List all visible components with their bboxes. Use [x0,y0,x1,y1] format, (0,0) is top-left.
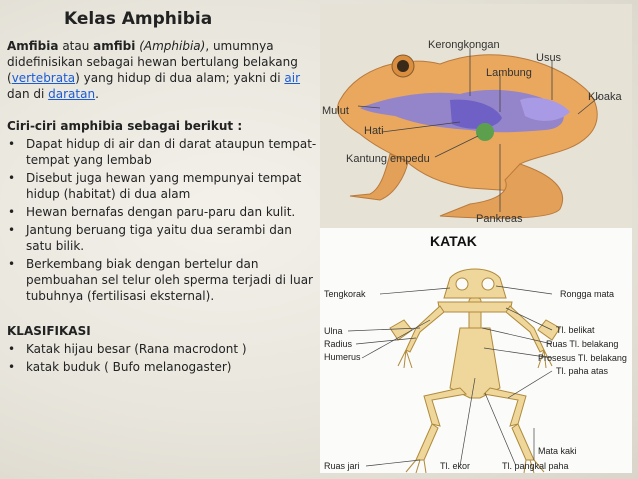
ciri-item: • Hewan bernafas dengan paru-paru dan kulit. [7,204,319,220]
intro-text: . [95,87,99,101]
label-lambung: Lambung [486,67,532,79]
frog-anatomy-svg [320,4,632,228]
klasifikasi-list [7,341,319,375]
label-kloaka: Kloaka [588,91,622,103]
label-mata-kaki: Mata kaki [538,446,577,456]
label-mulut: Mulut [322,105,349,117]
link-air[interactable]: air [284,71,301,85]
intro-text: dan di [7,87,49,101]
label-hati: Hati [364,125,384,137]
term-amfibia: Amfibia [7,39,59,53]
label-kantung-empedu: Kantung empedu [346,153,430,165]
text-column [7,38,319,375]
label-prosesus: Prosesus Tl. belakang [538,353,627,363]
intro-text: , umumnya didefinisikan sebagai hewan bertulang belakang ( [7,39,298,85]
ciri-item: • Jantung beruang tiga yaitu dua serambi dan satu bilik. [7,222,319,254]
frog-anatomy-illustration [320,4,632,228]
label-ruas-jari: Ruas jari [324,461,360,471]
intro-paragraph [7,38,319,102]
ciri-list [7,136,319,304]
frog-skeleton-svg [320,228,632,473]
label-humerus: Humerus [324,352,361,362]
label-ruas-tl-belakang: Ruas Tl. belakang [546,339,619,349]
label-tl-paha-atas: Tl. paha atas [556,366,609,376]
term-amphibia: (Amphibia) [139,39,206,53]
label-radius: Radius [324,339,353,349]
label-tl-pangkal-paha: Tl. pangkal paha [502,461,569,471]
link-vertebrata[interactable]: vertebrata [11,71,76,85]
frog-skeleton-illustration [320,228,632,473]
label-usus: Usus [536,52,562,64]
klasifikasi-heading: KLASIFIKASI [7,324,91,338]
ciri-item: • Disebut juga hewan yang mempunyai tempat hidup (habitat) di dua alam [7,170,319,202]
ciri-heading: Ciri-ciri amphibia sebagai berikut : [7,119,243,133]
link-daratan[interactable]: daratan [48,87,96,101]
label-kerongkongan: Kerongkongan [428,39,500,51]
label-tl-belikat: Tl. belikat [556,325,595,335]
label-tl-ekor: Tl. ekor [440,461,471,471]
label-ulna: Ulna [324,326,343,336]
label-rongga-mata: Rongga mata [560,289,615,299]
ciri-item: • Berkembang biak dengan bertelur dan pembuahan sel telur oleh sperma terjadi di luar tubuhnya (fertilisasi eksternal). [7,256,319,304]
ciri-item: • Dapat hidup di air dan di darat ataupun tempat-tempat yang lembab [7,136,319,168]
skeleton-title: KATAK [430,233,477,249]
intro-text: atau [58,39,94,53]
term-amfibi: amfibi [93,39,136,53]
intro-text: ) yang hidup di dua alam; yakni di [75,71,285,85]
label-tengkorak: Tengkorak [324,289,366,299]
label-pankreas: Pankreas [476,213,523,225]
slide-title: Kelas Amphibia [64,9,213,29]
klasifikasi-item: • katak buduk ( Bufo melanogaster) [7,359,319,375]
klasifikasi-item: • Katak hijau besar (Rana macrodont ) [7,341,319,357]
